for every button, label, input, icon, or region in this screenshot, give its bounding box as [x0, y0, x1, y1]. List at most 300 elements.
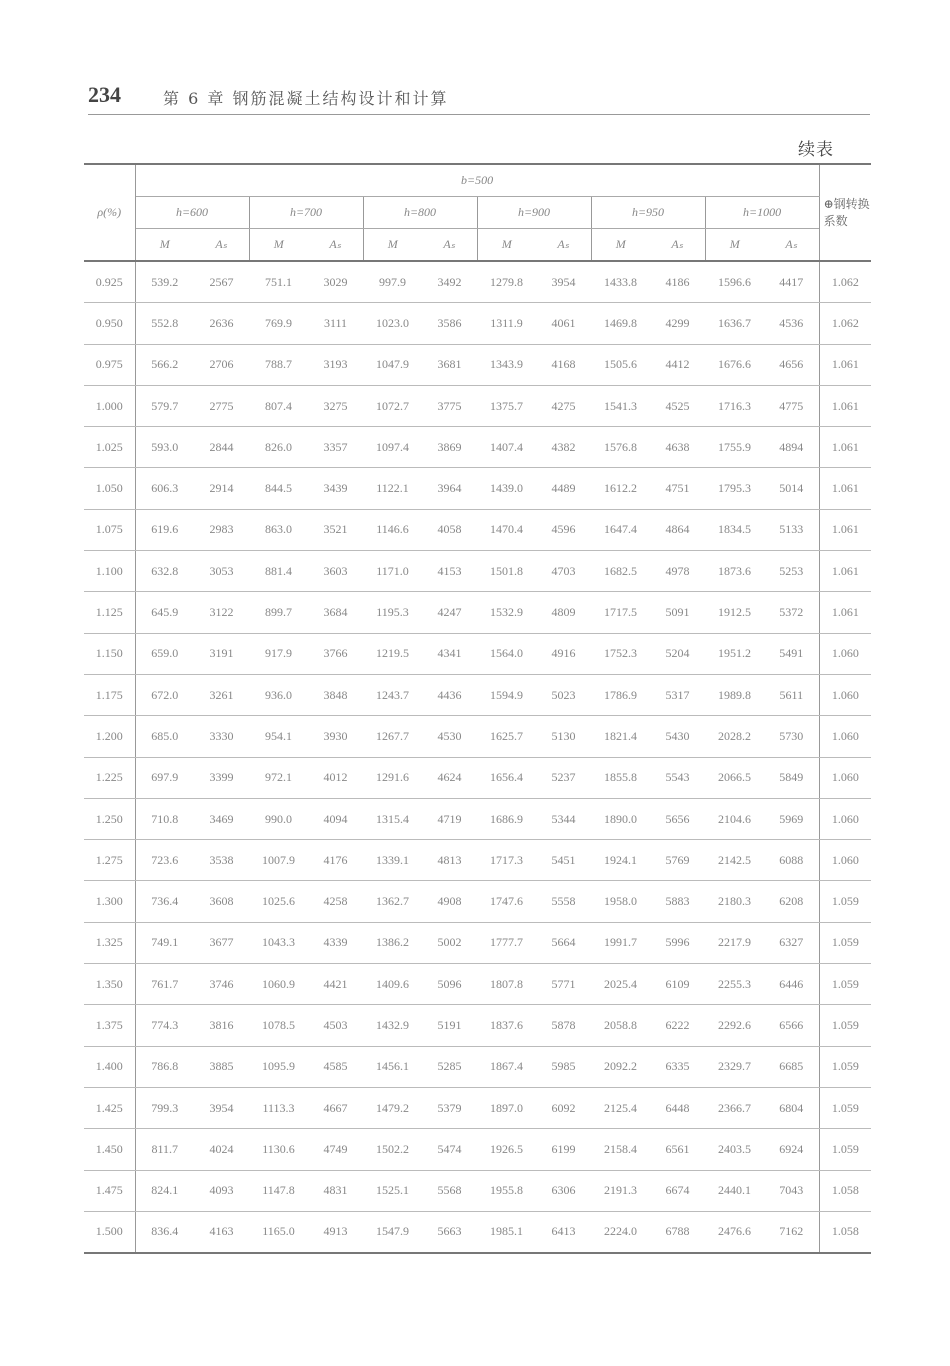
area-cell: 4813	[422, 840, 477, 881]
reinforcement-table	[84, 163, 871, 1254]
table-row	[84, 427, 871, 468]
height-header: h=700	[249, 197, 363, 229]
moment-cell: 1755.9	[705, 427, 764, 468]
moment-cell: 723.6	[135, 840, 194, 881]
area-cell: 4093	[194, 1170, 249, 1211]
moment-cell: 1596.6	[705, 261, 764, 303]
area-cell: 3053	[194, 551, 249, 592]
area-cell: 5191	[422, 1005, 477, 1046]
moment-cell: 593.0	[135, 427, 194, 468]
moment-subheader: M	[705, 229, 764, 262]
area-cell: 4719	[422, 798, 477, 839]
area-subheader: Aₛ	[194, 229, 249, 262]
height-header: h=950	[591, 197, 705, 229]
moment-cell: 1362.7	[363, 881, 422, 922]
rho-cell: 1.125	[84, 592, 135, 633]
moment-cell: 1890.0	[591, 798, 650, 839]
rho-cell: 1.075	[84, 509, 135, 550]
area-cell: 7162	[764, 1211, 819, 1253]
moment-cell: 836.4	[135, 1211, 194, 1253]
rho-cell: 1.400	[84, 1046, 135, 1087]
moment-cell: 1097.4	[363, 427, 422, 468]
area-cell: 3275	[308, 385, 363, 426]
moment-cell: 2180.3	[705, 881, 764, 922]
area-cell: 6561	[650, 1129, 705, 1170]
area-cell: 5491	[764, 633, 819, 674]
area-cell: 5253	[764, 551, 819, 592]
area-cell: 4247	[422, 592, 477, 633]
area-cell: 3469	[194, 798, 249, 839]
area-cell: 4176	[308, 840, 363, 881]
moment-cell: 954.1	[249, 716, 308, 757]
table-row	[84, 303, 871, 344]
moment-cell: 1505.6	[591, 344, 650, 385]
area-cell: 3608	[194, 881, 249, 922]
area-cell: 5730	[764, 716, 819, 757]
area-cell: 6306	[536, 1170, 591, 1211]
moment-cell: 1958.0	[591, 881, 650, 922]
moment-cell: 2158.4	[591, 1129, 650, 1170]
area-cell: 4624	[422, 757, 477, 798]
area-cell: 6566	[764, 1005, 819, 1046]
moment-cell: 1311.9	[477, 303, 536, 344]
area-subheader: Aₛ	[536, 229, 591, 262]
area-cell: 4530	[422, 716, 477, 757]
rho-cell: 1.050	[84, 468, 135, 509]
moment-cell: 1625.7	[477, 716, 536, 757]
table-row	[84, 344, 871, 385]
rho-header: ρ(%)	[84, 164, 135, 261]
area-cell: 5451	[536, 840, 591, 881]
area-cell: 6208	[764, 881, 819, 922]
moment-cell: 1752.3	[591, 633, 650, 674]
moment-cell: 1686.9	[477, 798, 536, 839]
rho-cell: 1.025	[84, 427, 135, 468]
area-cell: 3869	[422, 427, 477, 468]
moment-cell: 1007.9	[249, 840, 308, 881]
area-cell: 5558	[536, 881, 591, 922]
area-subheader: Aₛ	[308, 229, 363, 262]
area-cell: 4751	[650, 468, 705, 509]
conversion-cell: 1.060	[819, 716, 871, 757]
table-row	[84, 1129, 871, 1170]
area-cell: 4864	[650, 509, 705, 550]
table-row	[84, 798, 871, 839]
moment-cell: 1147.8	[249, 1170, 308, 1211]
area-cell: 6804	[764, 1087, 819, 1128]
area-cell: 5769	[650, 840, 705, 881]
area-cell: 3586	[422, 303, 477, 344]
moment-cell: 2191.3	[591, 1170, 650, 1211]
rho-cell: 1.375	[84, 1005, 135, 1046]
area-cell: 4749	[308, 1129, 363, 1170]
area-cell: 4809	[536, 592, 591, 633]
moment-cell: 1547.9	[363, 1211, 422, 1253]
area-cell: 5317	[650, 674, 705, 715]
conversion-cell: 1.061	[819, 592, 871, 633]
moment-cell: 2028.2	[705, 716, 764, 757]
area-cell: 4656	[764, 344, 819, 385]
area-cell: 5878	[536, 1005, 591, 1046]
area-cell: 4775	[764, 385, 819, 426]
moment-cell: 761.7	[135, 964, 194, 1005]
moment-cell: 1386.2	[363, 922, 422, 963]
conversion-cell: 1.059	[819, 1129, 871, 1170]
moment-cell: 769.9	[249, 303, 308, 344]
area-cell: 4489	[536, 468, 591, 509]
moment-cell: 1532.9	[477, 592, 536, 633]
area-cell: 4299	[650, 303, 705, 344]
moment-cell: 1195.3	[363, 592, 422, 633]
moment-cell: 1747.6	[477, 881, 536, 922]
area-cell: 3775	[422, 385, 477, 426]
area-cell: 3399	[194, 757, 249, 798]
moment-subheader: M	[363, 229, 422, 262]
moment-cell: 645.9	[135, 592, 194, 633]
moment-cell: 1951.2	[705, 633, 764, 674]
moment-cell: 1171.0	[363, 551, 422, 592]
area-cell: 3964	[422, 468, 477, 509]
moment-cell: 1501.8	[477, 551, 536, 592]
area-cell: 5237	[536, 757, 591, 798]
moment-cell: 1867.4	[477, 1046, 536, 1087]
area-cell: 4436	[422, 674, 477, 715]
table-row	[84, 551, 871, 592]
rho-cell: 0.925	[84, 261, 135, 303]
rho-cell: 1.425	[84, 1087, 135, 1128]
area-cell: 5023	[536, 674, 591, 715]
rho-cell: 1.350	[84, 964, 135, 1005]
area-subheader: Aₛ	[422, 229, 477, 262]
moment-cell: 1564.0	[477, 633, 536, 674]
rho-cell: 1.150	[84, 633, 135, 674]
moment-cell: 807.4	[249, 385, 308, 426]
rho-cell: 0.975	[84, 344, 135, 385]
area-cell: 2636	[194, 303, 249, 344]
area-cell: 3357	[308, 427, 363, 468]
table-row	[84, 1087, 871, 1128]
area-cell: 3193	[308, 344, 363, 385]
area-cell: 4667	[308, 1087, 363, 1128]
moment-cell: 2025.4	[591, 964, 650, 1005]
moment-cell: 1072.7	[363, 385, 422, 426]
area-cell: 4339	[308, 922, 363, 963]
area-cell: 2567	[194, 261, 249, 303]
table-row	[84, 1005, 871, 1046]
moment-cell: 1439.0	[477, 468, 536, 509]
rho-cell: 1.450	[84, 1129, 135, 1170]
moment-cell: 1219.5	[363, 633, 422, 674]
area-cell: 6685	[764, 1046, 819, 1087]
conversion-cell: 1.062	[819, 261, 871, 303]
area-cell: 3439	[308, 468, 363, 509]
table-row	[84, 1170, 871, 1211]
moment-cell: 1339.1	[363, 840, 422, 881]
area-cell: 4024	[194, 1129, 249, 1170]
page-number: 234	[88, 82, 121, 107]
area-cell: 2706	[194, 344, 249, 385]
area-cell: 3521	[308, 509, 363, 550]
area-cell: 3684	[308, 592, 363, 633]
conversion-cell: 1.059	[819, 881, 871, 922]
conversion-cell: 1.061	[819, 551, 871, 592]
conversion-cell: 1.061	[819, 344, 871, 385]
moment-cell: 1834.5	[705, 509, 764, 550]
area-cell: 3746	[194, 964, 249, 1005]
moment-cell: 2476.6	[705, 1211, 764, 1253]
moment-subheader: M	[591, 229, 650, 262]
moment-cell: 1926.5	[477, 1129, 536, 1170]
moment-cell: 1469.8	[591, 303, 650, 344]
moment-cell: 672.0	[135, 674, 194, 715]
rho-cell: 1.475	[84, 1170, 135, 1211]
area-cell: 6222	[650, 1005, 705, 1046]
moment-cell: 1043.3	[249, 922, 308, 963]
conversion-cell: 1.061	[819, 427, 871, 468]
area-cell: 4503	[308, 1005, 363, 1046]
area-cell: 4908	[422, 881, 477, 922]
conversion-cell: 1.059	[819, 1005, 871, 1046]
area-cell: 4417	[764, 261, 819, 303]
table-row	[84, 757, 871, 798]
moment-cell: 1479.2	[363, 1087, 422, 1128]
area-cell: 5664	[536, 922, 591, 963]
area-cell: 2775	[194, 385, 249, 426]
table-row	[84, 633, 871, 674]
moment-cell: 632.8	[135, 551, 194, 592]
area-cell: 4412	[650, 344, 705, 385]
area-cell: 4275	[536, 385, 591, 426]
moment-cell: 1243.7	[363, 674, 422, 715]
moment-cell: 844.5	[249, 468, 308, 509]
rho-cell: 1.175	[84, 674, 135, 715]
moment-cell: 1525.1	[363, 1170, 422, 1211]
moment-cell: 539.2	[135, 261, 194, 303]
area-cell: 2914	[194, 468, 249, 509]
area-cell: 6199	[536, 1129, 591, 1170]
area-cell: 4978	[650, 551, 705, 592]
moment-cell: 619.6	[135, 509, 194, 550]
area-cell: 4536	[764, 303, 819, 344]
area-cell: 5372	[764, 592, 819, 633]
moment-cell: 1407.4	[477, 427, 536, 468]
area-cell: 3954	[194, 1087, 249, 1128]
moment-cell: 1647.4	[591, 509, 650, 550]
conversion-cell: 1.059	[819, 922, 871, 963]
moment-cell: 997.9	[363, 261, 422, 303]
moment-cell: 1095.9	[249, 1046, 308, 1087]
moment-cell: 1786.9	[591, 674, 650, 715]
rho-cell: 1.200	[84, 716, 135, 757]
moment-cell: 972.1	[249, 757, 308, 798]
area-cell: 2983	[194, 509, 249, 550]
height-header: h=900	[477, 197, 591, 229]
moment-cell: 1113.3	[249, 1087, 308, 1128]
area-cell: 5611	[764, 674, 819, 715]
area-cell: 5091	[650, 592, 705, 633]
area-cell: 6092	[536, 1087, 591, 1128]
moment-cell: 1576.8	[591, 427, 650, 468]
area-cell: 4638	[650, 427, 705, 468]
moment-cell: 1612.2	[591, 468, 650, 509]
area-cell: 4058	[422, 509, 477, 550]
page-header	[88, 82, 870, 115]
conversion-cell: 1.059	[819, 964, 871, 1005]
moment-cell: 1541.3	[591, 385, 650, 426]
area-cell: 5130	[536, 716, 591, 757]
rho-cell: 1.275	[84, 840, 135, 881]
conversion-cell: 1.060	[819, 798, 871, 839]
area-cell: 6335	[650, 1046, 705, 1087]
moment-cell: 936.0	[249, 674, 308, 715]
moment-cell: 2224.0	[591, 1211, 650, 1253]
area-cell: 5285	[422, 1046, 477, 1087]
area-cell: 5849	[764, 757, 819, 798]
moment-cell: 786.8	[135, 1046, 194, 1087]
moment-cell: 1409.6	[363, 964, 422, 1005]
moment-cell: 2092.2	[591, 1046, 650, 1087]
moment-cell: 774.3	[135, 1005, 194, 1046]
moment-cell: 1837.6	[477, 1005, 536, 1046]
table-row	[84, 468, 871, 509]
conversion-cell: 1.061	[819, 509, 871, 550]
area-cell: 5568	[422, 1170, 477, 1211]
moment-cell: 1873.6	[705, 551, 764, 592]
moment-cell: 1807.8	[477, 964, 536, 1005]
table-row	[84, 592, 871, 633]
moment-cell: 1795.3	[705, 468, 764, 509]
moment-cell: 2066.5	[705, 757, 764, 798]
table-row	[84, 964, 871, 1005]
moment-cell: 552.8	[135, 303, 194, 344]
area-cell: 3538	[194, 840, 249, 881]
moment-cell: 1291.6	[363, 757, 422, 798]
area-cell: 5133	[764, 509, 819, 550]
conversion-cell: 1.061	[819, 468, 871, 509]
moment-subheader: M	[135, 229, 194, 262]
moment-cell: 881.4	[249, 551, 308, 592]
moment-cell: 1279.8	[477, 261, 536, 303]
moment-cell: 1078.5	[249, 1005, 308, 1046]
area-cell: 5379	[422, 1087, 477, 1128]
moment-cell: 1433.8	[591, 261, 650, 303]
moment-cell: 2403.5	[705, 1129, 764, 1170]
area-cell: 3816	[194, 1005, 249, 1046]
moment-cell: 1060.9	[249, 964, 308, 1005]
area-cell: 4061	[536, 303, 591, 344]
area-cell: 5014	[764, 468, 819, 509]
moment-cell: 1855.8	[591, 757, 650, 798]
moment-cell: 579.7	[135, 385, 194, 426]
width-header: b=500	[135, 164, 819, 197]
moment-cell: 1676.6	[705, 344, 764, 385]
rho-cell: 0.950	[84, 303, 135, 344]
moment-cell: 1682.5	[591, 551, 650, 592]
area-cell: 6446	[764, 964, 819, 1005]
moment-cell: 1897.0	[477, 1087, 536, 1128]
table-row	[84, 674, 871, 715]
moment-cell: 685.0	[135, 716, 194, 757]
area-cell: 3603	[308, 551, 363, 592]
moment-cell: 710.8	[135, 798, 194, 839]
area-cell: 3261	[194, 674, 249, 715]
moment-cell: 1146.6	[363, 509, 422, 550]
area-cell: 5096	[422, 964, 477, 1005]
area-cell: 4831	[308, 1170, 363, 1211]
area-cell: 4913	[308, 1211, 363, 1253]
moment-cell: 659.0	[135, 633, 194, 674]
moment-cell: 1047.9	[363, 344, 422, 385]
area-cell: 3492	[422, 261, 477, 303]
area-cell: 4168	[536, 344, 591, 385]
area-cell: 4585	[308, 1046, 363, 1087]
height-header: h=800	[363, 197, 477, 229]
area-cell: 4421	[308, 964, 363, 1005]
area-cell: 4525	[650, 385, 705, 426]
area-cell: 3191	[194, 633, 249, 674]
moment-cell: 2255.3	[705, 964, 764, 1005]
rho-cell: 1.500	[84, 1211, 135, 1253]
moment-subheader: M	[249, 229, 308, 262]
moment-cell: 751.1	[249, 261, 308, 303]
moment-cell: 2217.9	[705, 922, 764, 963]
moment-cell: 1717.5	[591, 592, 650, 633]
area-cell: 7043	[764, 1170, 819, 1211]
area-cell: 5969	[764, 798, 819, 839]
moment-cell: 1991.7	[591, 922, 650, 963]
area-cell: 4894	[764, 427, 819, 468]
area-cell: 3330	[194, 716, 249, 757]
area-cell: 3766	[308, 633, 363, 674]
area-cell: 5771	[536, 964, 591, 1005]
table-row	[84, 716, 871, 757]
moment-cell: 1594.9	[477, 674, 536, 715]
moment-cell: 2329.7	[705, 1046, 764, 1087]
table-row	[84, 1211, 871, 1253]
height-header: h=1000	[705, 197, 819, 229]
area-cell: 5663	[422, 1211, 477, 1253]
moment-cell: 811.7	[135, 1129, 194, 1170]
area-cell: 3885	[194, 1046, 249, 1087]
moment-cell: 1989.8	[705, 674, 764, 715]
rho-cell: 1.000	[84, 385, 135, 426]
area-cell: 5344	[536, 798, 591, 839]
moment-cell: 2142.5	[705, 840, 764, 881]
rho-cell: 1.225	[84, 757, 135, 798]
conversion-cell: 1.060	[819, 757, 871, 798]
moment-cell: 1912.5	[705, 592, 764, 633]
moment-cell: 1955.8	[477, 1170, 536, 1211]
moment-cell: 799.3	[135, 1087, 194, 1128]
conversion-cell: 1.061	[819, 385, 871, 426]
continued-label: 续表	[798, 140, 834, 160]
table-row	[84, 1046, 871, 1087]
area-cell: 6088	[764, 840, 819, 881]
area-cell: 5002	[422, 922, 477, 963]
area-cell: 4258	[308, 881, 363, 922]
area-cell: 3930	[308, 716, 363, 757]
table-row	[84, 881, 871, 922]
moment-cell: 1432.9	[363, 1005, 422, 1046]
moment-cell: 2058.8	[591, 1005, 650, 1046]
conversion-cell: 1.059	[819, 1046, 871, 1087]
area-cell: 4341	[422, 633, 477, 674]
moment-cell: 1470.4	[477, 509, 536, 550]
rho-cell: 1.250	[84, 798, 135, 839]
moment-cell: 2292.6	[705, 1005, 764, 1046]
moment-cell: 1315.4	[363, 798, 422, 839]
moment-cell: 2440.1	[705, 1170, 764, 1211]
